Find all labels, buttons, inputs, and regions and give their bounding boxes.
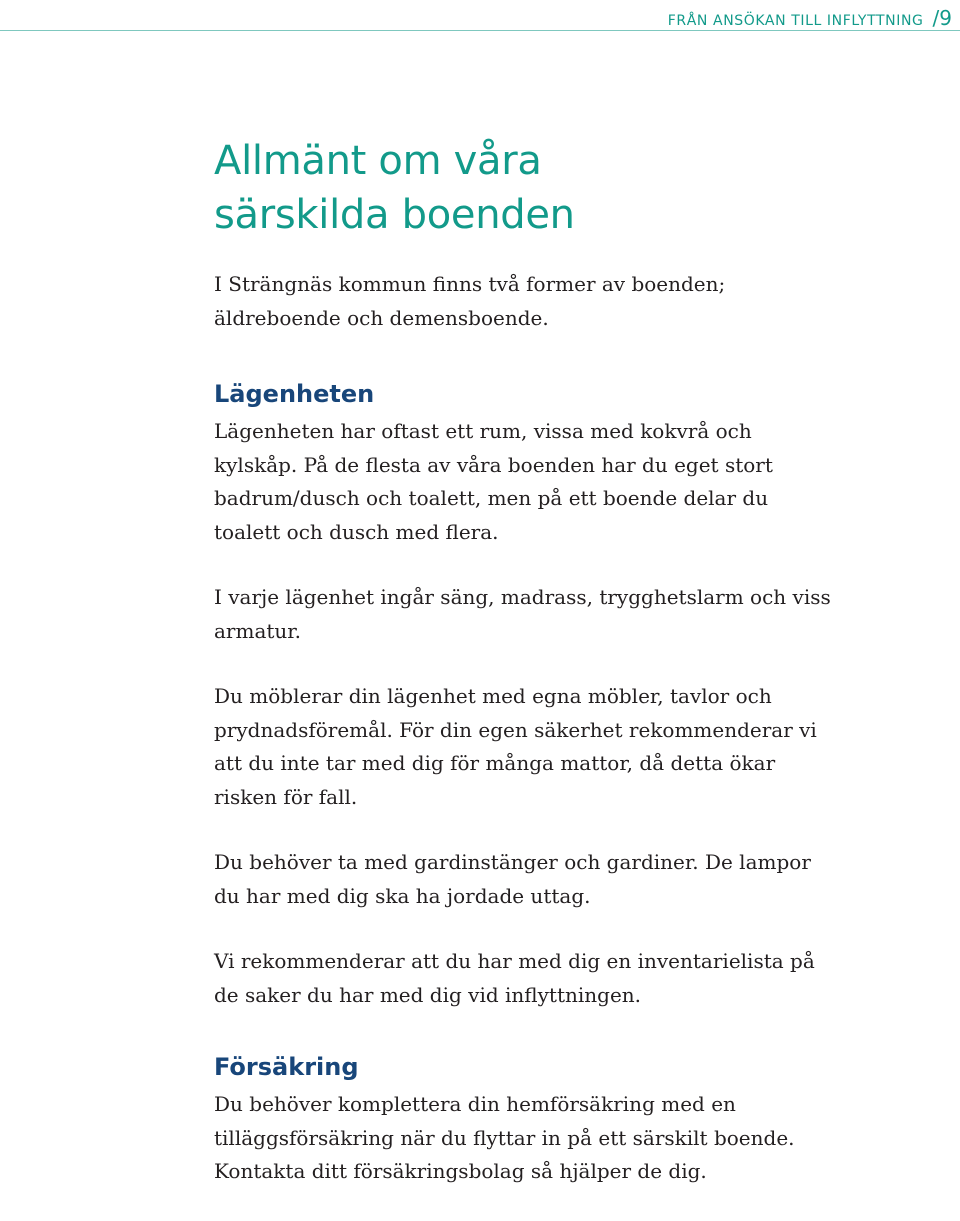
page-content (214, 134, 834, 1221)
page-number: /9 (932, 6, 952, 30)
lagenheten-paragraph-3: Du möblerar din lägenhet med egna möbler, tavlor och prydnadsföremål. För din egen säkerhet rekommenderar vi att du inte tar med dig för många mattor, då detta ökar risken för fall. (214, 684, 817, 809)
lagenheten-paragraph-4: Du behöver ta med gardinstänger och gardiner. De lampor du har med dig ska ha jordade uttag. (214, 850, 811, 908)
running-header-title: FRÅN ANSÖKAN TILL INFLYTTNING (667, 13, 924, 29)
lagenheten-paragraph-5: Vi rekommenderar att du har med dig en inventarielista på de saker du har med dig vid inflyttningen. (214, 949, 815, 1007)
section-lagenheten (214, 377, 834, 1012)
section-heading-lagenheten: Lägenheten (214, 380, 375, 408)
section-forsakring (214, 1050, 834, 1189)
page-title (214, 134, 834, 242)
page-title-line-2: särskilda boenden (214, 192, 575, 238)
lagenheten-paragraph-1: Lägenheten har oftast ett rum, vissa med kokvrå och kylskåp. På de flesta av våra boenden har du eget stort badrum/dusch och toalett, men på ett boende delar du toalett och dusch med flera. (214, 419, 773, 544)
lagenheten-paragraph-2: I varje lägenhet ingår säng, madrass, trygghetslarm och viss armatur. (214, 585, 831, 643)
running-header (668, 6, 952, 30)
page-title-line-1: Allmänt om våra (214, 138, 542, 184)
section-heading-forsakring: Försäkring (214, 1053, 359, 1081)
header-divider (0, 30, 960, 31)
forsakring-paragraph-1: Du behöver komplettera din hemförsäkring med en tilläggsförsäkring när du flyttar in på ett särskilt boende. Kontakta ditt försäkringsbolag så hjälper de dig. (214, 1092, 795, 1183)
intro-paragraph: I Strängnäs kommun finns två former av boenden; äldreboende och demensboende. (214, 272, 726, 330)
